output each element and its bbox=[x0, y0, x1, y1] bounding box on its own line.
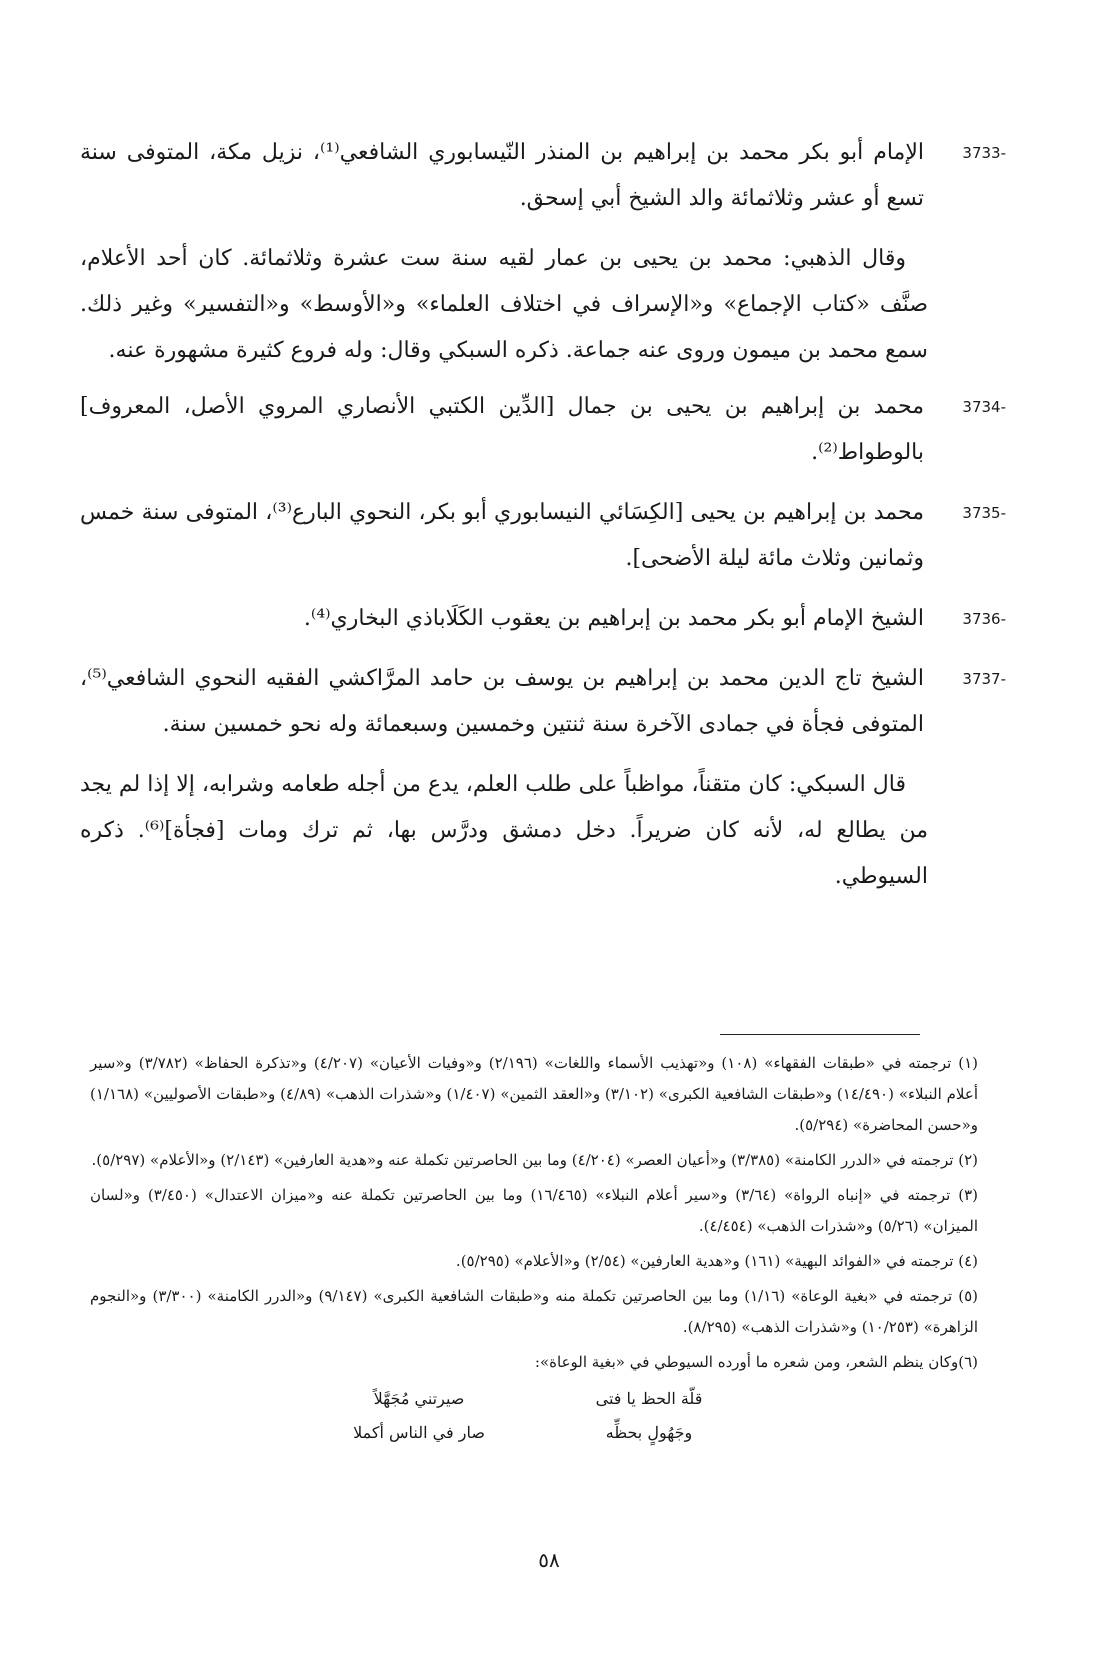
entry-3735 bbox=[80, 490, 1006, 582]
entry-number: 3734- bbox=[962, 398, 1006, 416]
entry-text: الإمام أبو بكر محمد بن إبراهيم بن المنذر النّيسابوري الشافعي⁽¹⁾، نزيل مكة، المتوفى سنة تسع أو عشر وثلاثمائة والد الشيخ أبي إسحق. bbox=[80, 140, 924, 211]
footnote: (١) ترجمته في «طبقات الفقهاء» (١٠٨) و«تهذيب الأسماء واللغات» (٢/١٩٦) و«وفيات الأعيان» (٤/٢٠٧) و«تذكرة الحفاظ» (٣/٧٨٢) و«سير أعلام النبلاء» (١٤/٤٩٠) و«طبقات الشافعية الكبرى» (٣/١٠٢) و«العقد الثمين» (١/٤٠٧) و«شذرات الذهب» (٤/٨٩) و«طبقات الأصوليين» (١/١٦٨) و«حسن المحاضرة» (٥/٢٩٤). bbox=[90, 1054, 978, 1134]
poem bbox=[90, 1382, 978, 1450]
entry-text: محمد بن إبراهيم بن يحيى [الكِسَائي النيسابوري أبو بكر، النحوي البارع⁽³⁾، المتوفى سنة خمس وثمانين وثلاث مائة ليلة الأضحى]. bbox=[80, 500, 924, 571]
footnote: (٢) ترجمته في «الدرر الكامنة» (٣/٣٨٥) و«أعيان العصر» (٤/٢٠٤) وما بين الحاصرتين تكملة عنه و«هدية العارفين» (٢/١٤٣) و«الأعلام» (٥/٢٩٧). bbox=[91, 1151, 978, 1169]
entry-3736 bbox=[80, 596, 1006, 642]
footnote: (٦)وكان ينظم الشعر، ومن شعره ما أورده السيوطي في «بغية الوعاة»: bbox=[534, 1353, 978, 1371]
entry-number: 3737- bbox=[962, 670, 1006, 688]
verse-first-hemistich: وجَهُولٍ بحظِّه bbox=[605, 1423, 693, 1442]
footnotes bbox=[90, 1048, 978, 1450]
entry-3733 bbox=[80, 130, 1006, 222]
entry-number: 3733- bbox=[962, 144, 1006, 162]
footnote: (٣) ترجمته في «إنباه الرواة» (٣/٦٤) و«سير أعلام النبلاء» (١٦/٤٦٥) وما بين الحاصرتين تكملة عنه و«ميزان الاعتدال» (٣/٤٥٠) و«لسان الميزان» (٥/٢٦) و«شذرات الذهب» (٤/٤٥٤). bbox=[90, 1186, 978, 1235]
entry-paragraph: وقال الذهبي: محمد بن يحيى بن عمار لقيه سنة ست عشرة وثلاثمائة. كان أحد الأعلام، صنَّف «كتاب الإجماع» و«الإسراف في اختلاف العلماء» و«الأوسط» و«التفسير» وغير ذلك. سمع محمد بن ميمون وروى عنه جماعة. ذكره السبكي وقال: وله فروع كثيرة مشهورة عنه. bbox=[80, 246, 928, 363]
footnote: (٤) ترجمته في «الفوائد البهية» (١٦١) و«هدية العارفين» (٢/٥٤) و«الأعلام» (٥/٢٩٥). bbox=[455, 1252, 978, 1270]
entry-number: 3736- bbox=[962, 610, 1006, 628]
page-number: ٥٨ bbox=[538, 1548, 560, 1572]
poem-verse bbox=[339, 1416, 729, 1450]
entry-number: 3735- bbox=[962, 504, 1006, 522]
footnote: (٥) ترجمته في «بغية الوعاة» (١/١٦) وما بين الحاصرتين تكملة منه و«طبقات الشافعية الكبرى» (٩/١٤٧) و«الدرر الكامنة» (٣/٣٠٠) و«النجوم الزاهرة» (١٠/٢٥٣) و«شذرات الذهب» (٨/٢٩٥). bbox=[90, 1287, 978, 1336]
verse-second-hemistich: صار في الناس أكملا bbox=[353, 1423, 485, 1442]
entry-text: الشيخ الإمام أبو بكر محمد بن إبراهيم بن يعقوب الكَلَاباذي البخاري⁽⁴⁾. bbox=[303, 606, 924, 631]
entry-3737 bbox=[80, 656, 1006, 748]
verse-second-hemistich: صيرتني مُجَهَّلاً bbox=[373, 1389, 465, 1408]
poem-verse bbox=[339, 1382, 729, 1416]
entry-text: محمد بن إبراهيم بن يحيى بن جمال [الدِّين الكتبي الأنصاري المروي الأصل، المعروف] بالوطواط⁽²⁾. bbox=[80, 394, 924, 465]
entry-3734 bbox=[80, 384, 1006, 476]
verse-first-hemistich: قلّة الحظ يا فتى bbox=[595, 1389, 703, 1408]
entry-text: الشيخ تاج الدين محمد بن إبراهيم بن يوسف بن حامد المرَّاكشي الفقيه النحوي الشافعي⁽⁵⁾، المتوفى فجأة في جمادى الآخرة سنة ثنتين وخمسين وسبعمائة وله نحو خمسين سنة. bbox=[80, 666, 924, 737]
entry-paragraph: قال السبكي: كان متقناً، مواظباً على طلب العلم، يدع من أجله طعامه وشرابه، إلا إذا لم يجد من يطالع له، لأنه كان ضريراً. دخل دمشق ودرَّس بها، ثم ترك ومات [فجأة]⁽⁶⁾. ذكره السيوطي. bbox=[80, 772, 929, 889]
footnote-separator bbox=[720, 1034, 920, 1035]
